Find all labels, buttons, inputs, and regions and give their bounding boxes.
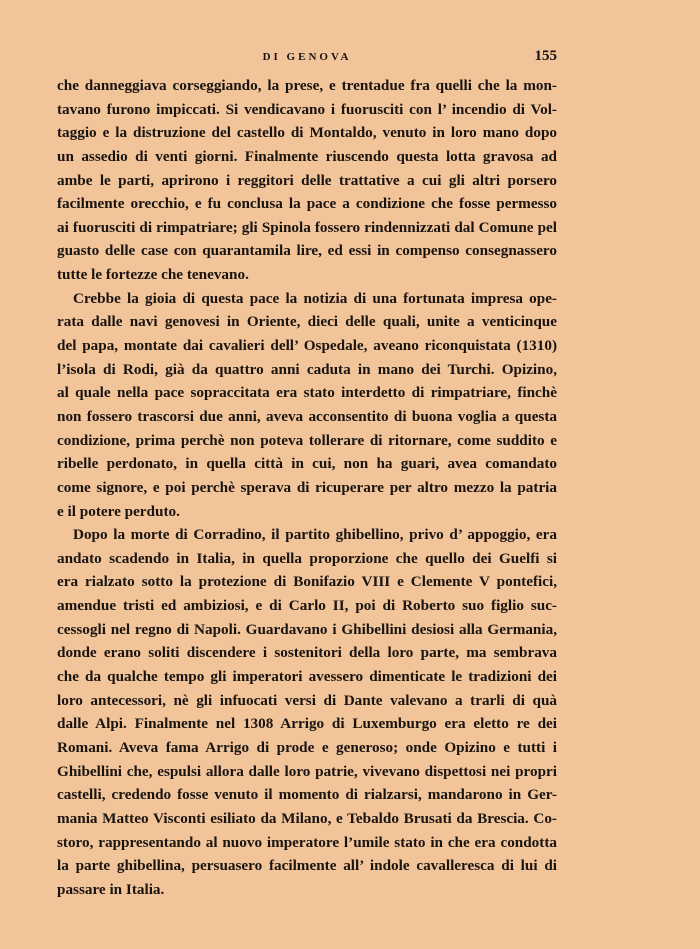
text-line: dalle Alpi. Finalmente nel 1308 Arrigo di Luxemburgo era eletto re dei xyxy=(57,715,557,733)
text-line: tavano furono impiccati. Si vendicavano i fuorusciti con l’ incendio di Vol- xyxy=(57,100,557,118)
text-line: castelli, credendo fosse venuto il momento di rialzarsi, mandarono in Ger- xyxy=(57,786,557,804)
text-line: era rialzato sotto la protezione di Bonifazio VIII e Clemente V pontefici, xyxy=(57,573,557,591)
text-line: ribelle perdonato, in quella città in cui, non ha guari, avea comandato xyxy=(57,455,557,473)
text-line: e il potere perduto. xyxy=(57,502,180,520)
text-line: Ghibellini che, espulsi allora dalle loro patrie, vivevano dispettosi nei propri xyxy=(57,762,557,780)
text-line: la parte ghibellina, persuasero facilmente all’ indole cavalleresca di lui di xyxy=(57,857,557,875)
text-line: Crebbe la gioia di questa pace la notizia di una fortunata impresa ope- xyxy=(73,289,557,307)
text-line: condizione, prima perchè non poteva tollerare di ritornare, come suddito e xyxy=(57,431,557,449)
body-text xyxy=(57,74,557,901)
text-line: che danneggiava corseggiando, la prese, e trentadue fra quelli che la mon- xyxy=(57,77,557,94)
text-line: come signore, e poi perchè sperava di ricuperare per altro mezzo la patria xyxy=(57,478,557,496)
text-line: loro antecessori, nè gli infuocati versi di Dante valevano a trarli di quà xyxy=(57,691,557,709)
text-line: andato scadendo in Italia, in quella proporzione che quello dei Guelfi si xyxy=(57,549,557,567)
text-line: rata dalle navi genovesi in Oriente, dieci delle quali, unite a venticinque xyxy=(57,313,557,331)
text-line: ai fuorusciti di rimpatriare; gli Spinola fossero rindennizzati dal Comune pel xyxy=(57,218,557,236)
running-title: DI GENOVA xyxy=(262,51,352,63)
text-line: taggio e la distruzione del castello di Montaldo, venuto in loro mano dopo xyxy=(57,124,557,142)
text-line: guasto delle case con quarantamila lire, ed essi in compenso consegnassero xyxy=(57,242,557,260)
text-line: passare in Italia. xyxy=(57,880,165,898)
text-line: del papa, montate dai cavalieri dell’ Ospedale, aveano riconquistata (1310) xyxy=(57,337,557,355)
text-line: Dopo la morte di Corradino, il partito ghibellino, privo d’ appoggio, era xyxy=(73,526,557,544)
text-line: tutte le fortezze che tenevano. xyxy=(57,266,249,284)
text-line: ambe le parti, aprirono i reggitori delle trattative a cui gli altri porsero xyxy=(57,171,557,189)
text-line: mania Matteo Visconti esiliato da Milano, e Tebaldo Brusati da Brescia. Co- xyxy=(57,809,557,827)
text-line: storo, rappresentando al nuovo imperatore l’umile stato in che era condotta xyxy=(57,833,557,851)
text-line: non fossero trascorsi due anni, aveva acconsentito di buona voglia a questa xyxy=(57,407,557,425)
text-line: un assedio di venti giorni. Finalmente riuscendo questa lotta gravosa ad xyxy=(57,147,557,165)
text-line: al quale nella pace sopraccitata era stato interdetto di rimpatriare, finchè xyxy=(57,384,557,402)
text-line: l’isola di Rodi, già da quattro anni caduta in mano dei Turchi. Opizino, xyxy=(57,360,557,378)
text-line: facilmente orecchio, e fu conclusa la pace a condizione che fosse permesso xyxy=(57,195,557,213)
text-line: amendue tristi ed ambiziosi, e di Carlo II, poi di Roberto suo figlio suc- xyxy=(57,597,557,615)
text-line: Romani. Aveva fama Arrigo di prode e generoso; onde Opizino e tutti i xyxy=(57,738,557,756)
text-line: donde erano soliti discendere i sostenitori della loro parte, ma sembrava xyxy=(57,644,557,662)
running-head xyxy=(57,48,557,68)
text-line: che da qualche tempo gli imperatori avessero dimenticate le tradizioni dei xyxy=(57,668,557,686)
text-line: cessogli nel regno di Napoli. Guardavano i Ghibellini desiosi alla Germania, xyxy=(57,620,557,638)
page-number: 155 xyxy=(534,48,557,64)
